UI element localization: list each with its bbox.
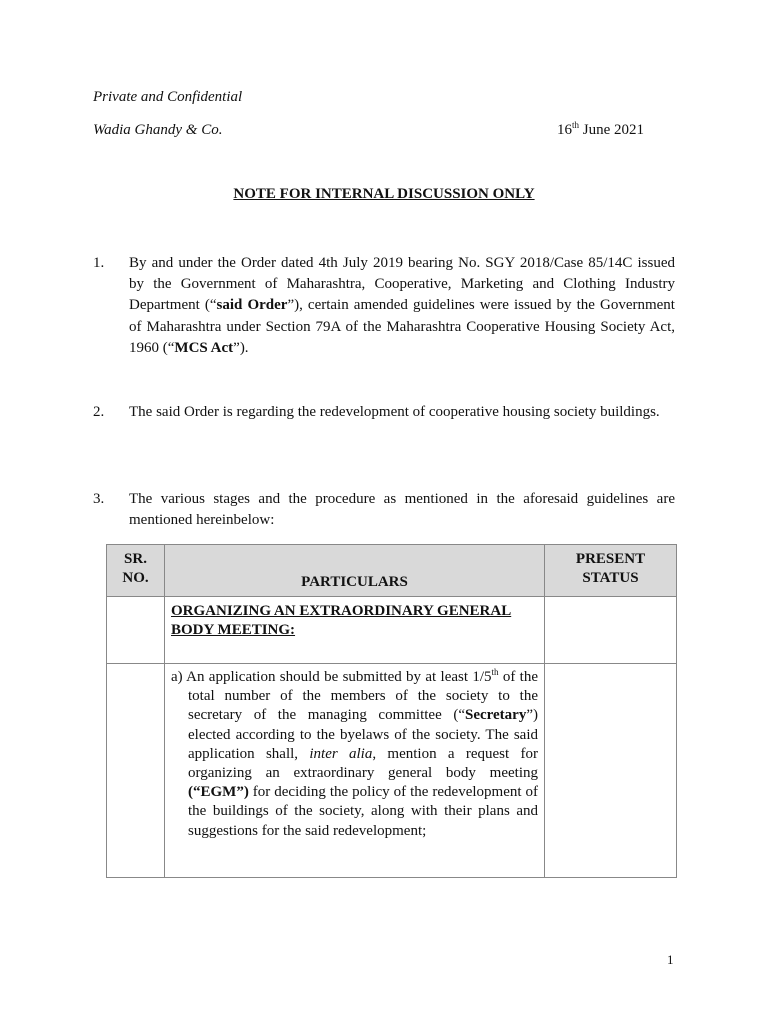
table-row bbox=[107, 597, 677, 664]
item-cell bbox=[165, 664, 545, 878]
confidential-label: Private and Confidential bbox=[93, 89, 243, 105]
header-particulars: PARTICULARS bbox=[165, 545, 545, 597]
p1-text-2: ”), certain amended guidelines were issued by the Government of Maharashtra under Section 79A of the Maharashtra Cooperative Housing Society Act, 1960 (“ bbox=[129, 297, 675, 356]
item-text-3: ”) elected according to the byelaws of the society. The said application shall, bbox=[188, 707, 538, 762]
p1-text-3: ”). bbox=[233, 339, 249, 356]
table-cell-empty bbox=[545, 597, 677, 664]
item-sup: th bbox=[491, 667, 499, 677]
item-bold-secretary: Secretary bbox=[464, 707, 527, 724]
paragraph-number-1: 1. bbox=[93, 255, 105, 271]
date-day: 16 bbox=[557, 122, 572, 138]
item-label: a) bbox=[171, 669, 183, 685]
item-text-2: of the total number of the members of the society to the secretary of the managing committee (“ bbox=[188, 669, 538, 724]
firm-name: Wadia Ghandy & Co. bbox=[93, 122, 223, 138]
p1-text-1: By and under the Order dated 4th July 2019 bearing No. SGY 2018/Case 85/14C issued by the Government of Maharashtra, Cooperative, Marketing and Clothing Industry Department (“ bbox=[129, 255, 675, 314]
paragraph-number-2: 2. bbox=[93, 404, 105, 420]
document-date bbox=[557, 120, 644, 141]
table-row bbox=[107, 664, 677, 878]
guidelines-table bbox=[106, 544, 677, 878]
document-title: NOTE FOR INTERNAL DISCUSSION ONLY bbox=[233, 186, 535, 202]
table-cell-empty bbox=[545, 664, 677, 878]
section-title: ORGANIZING AN EXTRAORDINARY GENERAL BODY MEETING: bbox=[165, 597, 545, 664]
item-italic-inter-alia: inter alia bbox=[309, 745, 373, 762]
header-sr-line2: NO. bbox=[122, 570, 149, 586]
header-status-line1: PRESENT bbox=[575, 551, 646, 567]
table-header-row bbox=[107, 545, 677, 597]
table-cell-empty bbox=[107, 597, 165, 664]
list-item bbox=[171, 668, 538, 841]
table-cell-empty bbox=[107, 664, 165, 878]
paragraph-2: The said Order is regarding the redevelopment of cooperative housing society buildings. bbox=[129, 404, 660, 420]
paragraph-1 bbox=[129, 253, 675, 359]
date-suffix: th bbox=[572, 120, 580, 130]
page-number: 1 bbox=[667, 952, 674, 967]
item-bold-egm: (“EGM”) bbox=[188, 784, 249, 801]
paragraph-3: The various stages and the procedure as mentioned in the aforesaid guidelines are mentioned hereinbelow: bbox=[129, 491, 675, 529]
item-text-1: An application should be submitted by at least 1/5 bbox=[186, 669, 492, 685]
p1-bold-said-order: said Order bbox=[216, 297, 288, 314]
header-present-status bbox=[545, 545, 677, 597]
item-text-4: , mention a request for organizing an extraordinary general body meeting bbox=[188, 745, 538, 782]
p1-bold-mcs-act: MCS Act bbox=[174, 339, 234, 356]
header-sr-no bbox=[107, 545, 165, 597]
item-text-5: for deciding the policy of the redevelopment of the buildings of the society, along with their plans and suggestions for the said redevelopment; bbox=[188, 784, 538, 839]
header-status-line2: STATUS bbox=[582, 570, 639, 586]
date-rest: June 2021 bbox=[579, 122, 645, 138]
paragraph-number-3: 3. bbox=[93, 491, 105, 507]
header-sr-line1: SR. bbox=[124, 551, 147, 567]
